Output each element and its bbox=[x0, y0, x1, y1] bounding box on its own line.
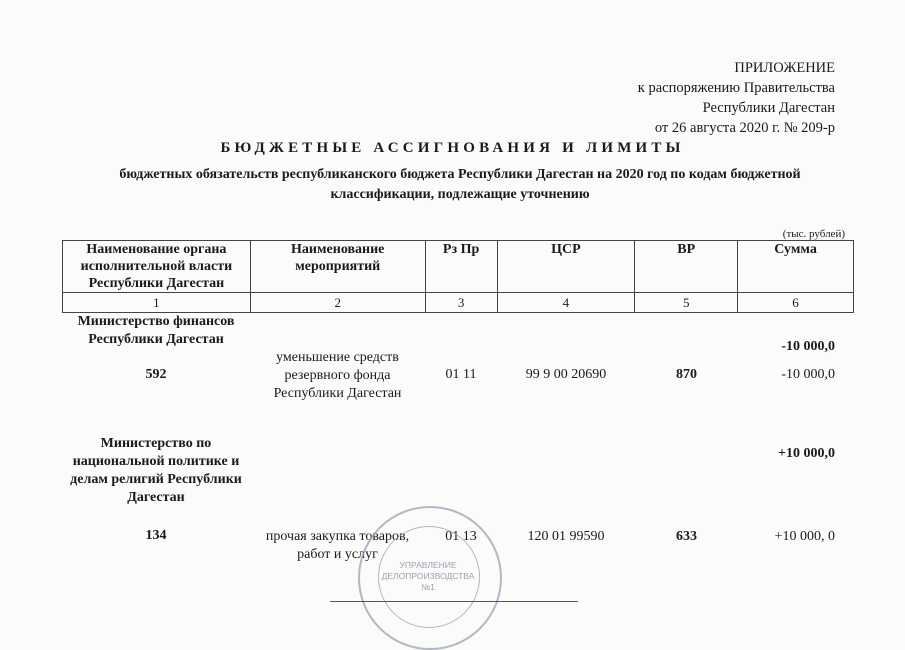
header-amount: Сумма bbox=[738, 241, 854, 293]
rz-pr-code: 01 11 bbox=[445, 367, 477, 382]
column-number: 4 bbox=[497, 293, 635, 313]
header-csr: ЦСР bbox=[497, 241, 635, 293]
vr-code: 870 bbox=[676, 367, 697, 382]
signature-line bbox=[330, 601, 578, 602]
column-number: 6 bbox=[738, 293, 854, 313]
appendix-title: ПРИЛОЖЕНИЕ bbox=[734, 60, 835, 76]
header-rzpr: Рз Пр bbox=[425, 241, 497, 293]
table-header-row bbox=[63, 241, 854, 293]
column-number: 5 bbox=[635, 293, 738, 313]
subtitle-line: классификации, подлежащие уточнению bbox=[330, 187, 590, 202]
rz-pr-code: 01 13 bbox=[445, 529, 477, 544]
subtitle-line: бюджетных обязательств республиканского бюджета Республики Дагестан на 2020 год по кодам бюджетной bbox=[119, 167, 801, 182]
official-stamp bbox=[358, 506, 502, 650]
column-number: 3 bbox=[425, 293, 497, 313]
units-label: (тыс. рублей) bbox=[782, 228, 845, 240]
org-code: 134 bbox=[145, 528, 167, 543]
amount: +10 000, 0 bbox=[774, 529, 835, 544]
stamp-line: УПРАВЛЕНИЕ bbox=[399, 560, 457, 570]
column-number: 1 bbox=[63, 293, 251, 313]
appendix-date: от 26 августа 2020 г. № 209-р bbox=[654, 120, 835, 136]
header-org: Наименование органа исполнительной власти Республики Дагестан bbox=[63, 241, 251, 293]
appendix-header bbox=[575, 58, 835, 138]
appendix-line: Республики Дагестан bbox=[702, 100, 835, 116]
header-activity: Наименование мероприятий bbox=[250, 241, 425, 293]
document-title: БЮДЖЕТНЫЕ АССИГНОВАНИЯ И ЛИМИТЫ bbox=[220, 140, 685, 156]
column-number-row bbox=[63, 293, 854, 313]
activity-name: уменьшение средств резервного фонда Республики Дагестан bbox=[273, 350, 402, 401]
header-vr: ВР bbox=[635, 241, 738, 293]
org-total: -10 000,0 bbox=[781, 339, 835, 354]
appendix-line: к распоряжению Правительства bbox=[637, 80, 835, 96]
stamp-text bbox=[360, 560, 496, 593]
vr-code: 633 bbox=[676, 529, 697, 544]
amount: -10 000,0 bbox=[781, 367, 835, 382]
document-subtitle bbox=[60, 165, 860, 205]
csr-code: 99 9 00 20690 bbox=[525, 367, 607, 382]
stamp-line: №1 bbox=[421, 582, 435, 592]
csr-code: 120 01 99590 bbox=[527, 529, 605, 544]
org-total: +10 000,0 bbox=[778, 446, 835, 461]
stamp-line: ДЕЛОПРОИЗВОДСТВА bbox=[381, 571, 475, 581]
budget-table bbox=[62, 240, 854, 313]
org-name: Министерство финансов Республики Дагестан bbox=[77, 314, 235, 347]
activity-name: прочая закупка товаров, работ и услуг bbox=[265, 529, 410, 562]
org-code: 592 bbox=[145, 367, 167, 382]
org-name: Министерство по национальной политике и делам религий Республики Дагестан bbox=[70, 436, 242, 505]
column-number: 2 bbox=[250, 293, 425, 313]
